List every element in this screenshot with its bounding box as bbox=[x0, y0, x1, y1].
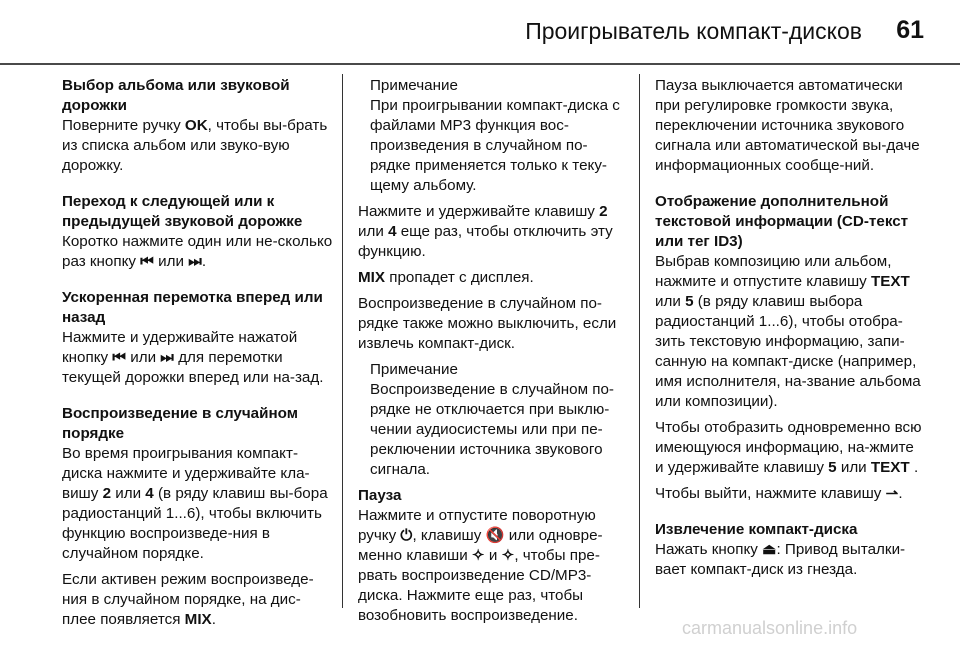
section-album-select bbox=[62, 76, 334, 176]
section-heading: Отображение дополнительной текстовой информации (CD-текст или тег ID3) bbox=[655, 193, 909, 250]
paragraph: Нажмите и удерживайте нажатой кнопку ⏮ или ⏭ для перемотки текущей дорожки вперед или на-зад. bbox=[62, 329, 324, 386]
paragraph: Коротко нажмите один или не-сколько раз кнопку ⏮ или ⏭. bbox=[62, 233, 333, 270]
column-1 bbox=[62, 76, 334, 646]
back-icon: ⇀ bbox=[885, 485, 899, 502]
section-next-prev-track bbox=[62, 192, 334, 272]
paragraph: Воспроизведение в случайном по-рядке также можно выключить, если извлечь компакт-диск. bbox=[358, 295, 617, 352]
power-knob-icon: ⏻ bbox=[400, 527, 413, 544]
eject-icon: ⏏ bbox=[762, 541, 777, 558]
watermark: carmanualsonline.info bbox=[682, 618, 858, 638]
section-heading: Извлечение компакт-диска bbox=[655, 521, 858, 538]
ok-key: OK bbox=[184, 117, 208, 134]
paragraph: Поверните ручку OK, чтобы вы-брать из списка альбом или звуко-вую дорожку. bbox=[62, 117, 328, 174]
note-text: Воспроизведение в случайном по-рядке не отключается при выклю-чении аудиосистемы или при пе-реключении источника звукового сигнала. bbox=[370, 381, 614, 478]
page-title: Проигрыватель компакт-дисков bbox=[525, 18, 862, 44]
section-pause bbox=[358, 486, 628, 626]
note-text: При проигрывании компакт-диска с файлами MP3 функция вос-произведения в случайном по-рядке применяется только к теку-щему альбому. bbox=[370, 97, 620, 194]
section-heading: Выбор альбома или звуковой дорожки bbox=[62, 77, 290, 114]
prev-track-icon: ⏮ bbox=[112, 349, 127, 366]
section-heading: Пауза bbox=[358, 487, 402, 504]
paragraph: Пауза выключается автоматически при регулировке громкости звука, переключении источника звукового сигнала или автоматической вы-даче информационных сообще-ний. bbox=[655, 77, 920, 174]
page-header bbox=[0, 0, 960, 62]
next-track-icon: ⏭ bbox=[188, 253, 202, 270]
next-track-icon: ⏭ bbox=[160, 349, 174, 366]
paragraph: Если активен режим воспроизведе-ния в случайном порядке, на дис-плее появляется MIX. bbox=[62, 571, 314, 628]
section-heading: Ускоренная перемотка вперед или назад bbox=[62, 289, 323, 326]
page-number: 61 bbox=[896, 16, 924, 44]
section-shuffle bbox=[62, 404, 334, 630]
paragraph: Во время проигрывания компакт-диска нажмите и удерживайте кла-вишу 2 или 4 (в ряду клавиш вы-бора радиостанций 1...6), чтобы включить функцию воспроизведе-ния в случайном порядке. bbox=[62, 445, 328, 562]
note-block bbox=[370, 360, 628, 480]
paragraph: Выбрав композицию или альбом, нажмите и отпустите клавишу TEXT или 5 (в ряду клавиш выбора радиостанций 1...6), чтобы отобра-зить текстовую информацию, запи-санную на компакт-диске (например, имя исполнителя, на-звание альбома или композиции). bbox=[655, 253, 921, 410]
column-divider bbox=[639, 74, 640, 608]
tone-icon: ✧ bbox=[501, 547, 515, 564]
section-fast-forward bbox=[62, 288, 334, 388]
column-divider bbox=[342, 74, 343, 608]
prev-track-icon: ⏮ bbox=[140, 253, 154, 270]
mute-icon: 🔇 bbox=[485, 527, 505, 544]
paragraph: Нажать кнопку ⏏: Привод выталки-вает компакт-диск из гнезда. bbox=[655, 541, 906, 578]
paragraph: Чтобы отобразить одновременно всю имеющуюся информацию, на-жмите и удерживайте клавишу 5 или TEXT . bbox=[655, 419, 922, 476]
section-heading: Переход к следующей или к предыдущей звуковой дорожке bbox=[62, 193, 303, 230]
section-cd-text bbox=[655, 192, 925, 412]
column-3 bbox=[655, 76, 925, 596]
paragraph: MIX пропадет с дисплея. bbox=[358, 269, 534, 286]
note-heading: Примечание bbox=[370, 77, 458, 94]
section-heading: Воспроизведение в случайном порядке bbox=[62, 405, 298, 442]
header-divider bbox=[0, 63, 960, 65]
note-block bbox=[370, 76, 628, 196]
column-2 bbox=[358, 76, 628, 642]
tone-icon: ✧ bbox=[471, 547, 485, 564]
paragraph: Нажмите и отпустите поворотную ручку ⏻, клавишу 🔇 или одновре-менно клавиши ✧ и ✧, чтобы пре-рвать воспроизведение CD/MP3-диска. Нажмите еще раз, чтобы возобновить воспроизведение. bbox=[358, 507, 603, 624]
paragraph: Чтобы выйти, нажмите клавишу ⇀. bbox=[655, 485, 903, 502]
paragraph: Нажмите и удерживайте клавишу 2 или 4 еще раз, чтобы отключить эту функцию. bbox=[358, 203, 613, 260]
section-eject bbox=[655, 520, 925, 580]
note-heading: Примечание bbox=[370, 361, 458, 378]
